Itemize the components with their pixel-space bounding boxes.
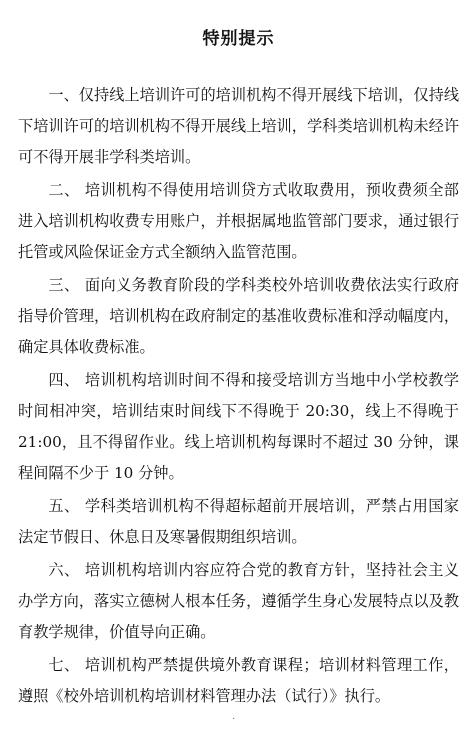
paragraph-3: 三、 面向义务教育阶段的学科类校外培训收费依法实行政府指导价管理，培训机构在政府制定的基准收费标准和浮动幅度内，确定具体收费标准。	[18, 276, 459, 356]
document-title: 特别提示	[202, 29, 275, 49]
paragraph-4: 四、 培训机构培训时间不得和接受培训方当地中小学校教学时间相冲突，培训结束时间线下不得晚于 20:30，线上不得晚于 21:00，且不得留作业。线上培训机构每课时不超过 30 分钟，课程间隔不少于 10 分钟。	[18, 371, 459, 482]
paragraph-1: 一、仅持线上培训许可的培训机构不得开展线下培训，仅持线下培训许可的培训机构不得开展线上培训，学科类培训机构未经许可不得开展非学科类培训。	[18, 86, 459, 166]
paragraph-7: 七、 培训机构严禁提供境外教育课程；培训材料管理工作，遵照《校外培训机构培训材料管理办法（试行）》执行。	[18, 656, 459, 705]
paragraph-5: 五、 学科类培训机构不得超标超前开展培训，严禁占用国家法定节假日、休息日及寒暑假期组织培训。	[18, 497, 459, 546]
paragraph-6: 六、 培训机构培训内容应符合党的教育方针，坚持社会主义办学方向，落实立德树人根本任务，遵循学生身心发展特点以及教育教学规律，价值导向正确。	[18, 561, 459, 641]
page-marker: ·	[232, 714, 236, 725]
paragraph-2: 二、 培训机构不得使用培训贷方式收取费用，预收费须全部进入培训机构收费专用账户，并根据属地监管部门要求，通过银行托管或风险保证金方式全额纳入监管范围。	[18, 181, 459, 261]
